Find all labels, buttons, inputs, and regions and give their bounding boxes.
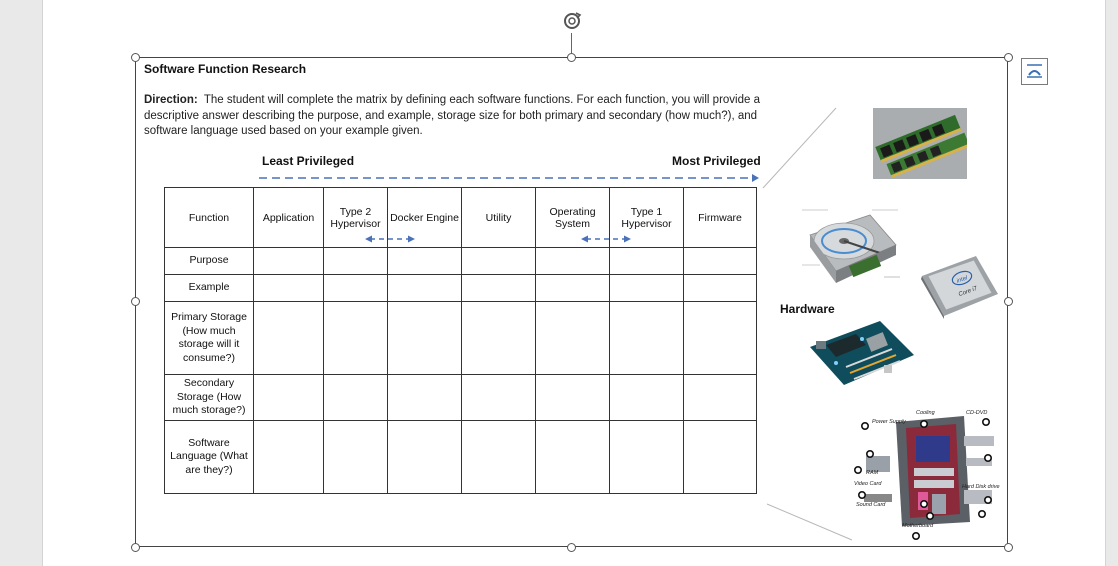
table-cell[interactable] — [610, 375, 684, 421]
double-arrow-icon — [364, 233, 416, 245]
document-title: Software Function Research — [144, 62, 307, 76]
row-header-purpose: Purpose — [165, 248, 254, 275]
table-cell[interactable] — [388, 302, 462, 375]
table-cell[interactable] — [324, 302, 388, 375]
diagram-label-sound-card: Sound Card — [856, 502, 886, 508]
table-cell[interactable] — [610, 302, 684, 375]
table-cell[interactable] — [536, 302, 610, 375]
diagram-label-cd-dvd: CD-DVD — [966, 410, 988, 416]
row-header-software-language: Software Language (What are they?) — [165, 421, 254, 494]
table-cell[interactable] — [462, 375, 536, 421]
column-header-label: Docker Engine — [390, 211, 459, 224]
table-cell[interactable] — [388, 248, 462, 275]
table-cell[interactable] — [254, 421, 324, 494]
rotation-stem — [571, 33, 572, 53]
hard-drive-image[interactable] — [800, 205, 902, 291]
resize-handle-top[interactable] — [567, 53, 576, 62]
pc-components-diagram[interactable] — [852, 406, 1006, 540]
table-cell[interactable] — [684, 375, 757, 421]
diagram-label-ram: RAM — [866, 470, 879, 476]
table-cell[interactable] — [254, 375, 324, 421]
column-header-function: Function — [165, 188, 254, 248]
table-cell[interactable] — [536, 375, 610, 421]
table-cell[interactable] — [388, 375, 462, 421]
table-cell[interactable] — [324, 375, 388, 421]
direction-text: The student will complete the matrix by defining each software functions. For each function, you will provide a descriptive answer describing the purpose, and example, storage size for both primary and secondary (how much?), and software language used based on your example given. — [144, 94, 760, 137]
resize-handle-bottom-left[interactable] — [131, 543, 140, 552]
table-cell[interactable] — [684, 302, 757, 375]
resize-handle-top-right[interactable] — [1004, 53, 1013, 62]
table-cell[interactable] — [610, 248, 684, 275]
most-privileged-label: Most Privileged — [672, 154, 761, 168]
table-cell[interactable] — [684, 248, 757, 275]
least-privileged-label: Least Privileged — [262, 154, 355, 168]
rotate-handle-icon[interactable] — [561, 10, 583, 32]
table-cell[interactable] — [388, 275, 462, 302]
direction-label: Direction: — [144, 94, 198, 106]
column-header-firmware: Firmware — [684, 188, 757, 248]
column-header-label: Type 1 Hypervisor — [621, 205, 672, 230]
diagram-label-motherboard: Motherboard — [902, 523, 934, 529]
double-arrow-icon — [580, 233, 632, 245]
privilege-arrow-icon — [258, 171, 762, 185]
software-function-matrix — [164, 187, 757, 494]
column-header-utility: Utility — [462, 188, 536, 248]
resize-handle-top-left[interactable] — [131, 53, 140, 62]
column-header-label: Type 2 Hypervisor — [330, 205, 381, 230]
table-cell[interactable] — [684, 421, 757, 494]
direction-paragraph — [144, 93, 784, 140]
table-cell[interactable] — [324, 248, 388, 275]
row-header-secondary-storage: Secondary Storage (How much storage?) — [165, 375, 254, 421]
table-cell[interactable] — [388, 421, 462, 494]
table-cell[interactable] — [462, 421, 536, 494]
table-cell[interactable] — [254, 248, 324, 275]
table-cell[interactable] — [684, 275, 757, 302]
motherboard-image[interactable] — [806, 319, 916, 389]
diagram-label-power-supply: Power Supply — [872, 419, 906, 425]
hardware-label: Hardware — [780, 302, 835, 316]
table-cell[interactable] — [536, 248, 610, 275]
layout-options-icon — [1022, 59, 1047, 84]
column-header-application: Application — [254, 188, 324, 248]
table-cell[interactable] — [536, 421, 610, 494]
table-cell[interactable] — [462, 275, 536, 302]
diagram-label-cooling: Cooling — [916, 410, 935, 416]
resize-handle-bottom[interactable] — [567, 543, 576, 552]
table-cell[interactable] — [536, 275, 610, 302]
row-header-example: Example — [165, 275, 254, 302]
column-header-label: Operating System — [549, 205, 596, 230]
ram-image[interactable] — [873, 108, 967, 179]
table-cell[interactable] — [462, 248, 536, 275]
table-cell[interactable] — [610, 275, 684, 302]
table-cell[interactable] — [462, 302, 536, 375]
resize-handle-right[interactable] — [1004, 297, 1013, 306]
diagram-label-hard-disk-drive: Hard Disk drive — [962, 484, 1000, 490]
table-cell[interactable] — [324, 421, 388, 494]
row-header-primary-storage: Primary Storage (How much storage will it consume?) — [165, 302, 254, 375]
table-cell[interactable] — [254, 302, 324, 375]
cpu-brand-text: intel — [956, 275, 969, 285]
resize-handle-bottom-right[interactable] — [1004, 543, 1013, 552]
diagram-label-video-card: Video Card — [854, 481, 882, 487]
cpu-image[interactable] — [918, 254, 1002, 320]
cpu-model-text: Core i7 — [957, 285, 979, 299]
layout-options-button[interactable] — [1021, 58, 1048, 85]
resize-handle-left[interactable] — [131, 297, 140, 306]
table-cell[interactable] — [254, 275, 324, 302]
table-cell[interactable] — [610, 421, 684, 494]
table-cell[interactable] — [324, 275, 388, 302]
